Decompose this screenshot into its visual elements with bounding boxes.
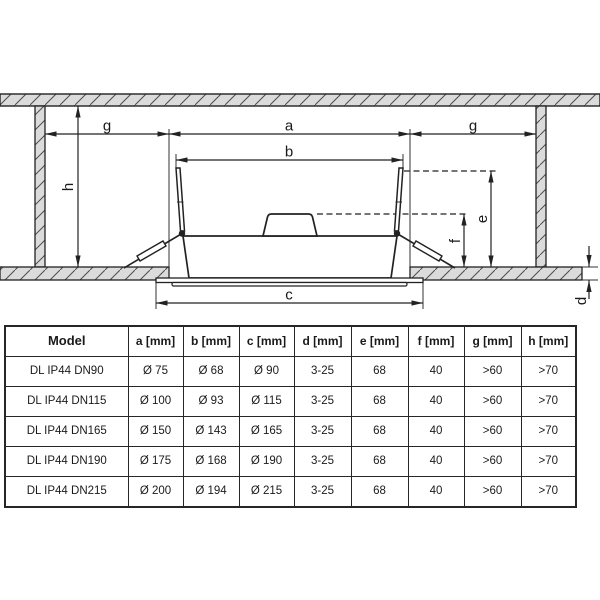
col-header-b: b [mm] xyxy=(183,326,239,357)
value-f: 40 xyxy=(408,417,464,447)
value-e: 68 xyxy=(351,477,408,508)
dim-label-b: b xyxy=(284,143,294,161)
value-b: Ø 93 xyxy=(183,387,239,417)
bezel-flange xyxy=(156,278,423,283)
value-b: Ø 194 xyxy=(183,477,239,508)
value-c: Ø 215 xyxy=(239,477,294,508)
retainer-blade-left xyxy=(176,168,185,231)
value-g: >60 xyxy=(464,387,521,417)
clip-pivot-right xyxy=(394,230,400,236)
value-g: >60 xyxy=(464,477,521,508)
dim-label-d: d xyxy=(573,296,590,306)
value-b: Ø 143 xyxy=(183,417,239,447)
spring-clip-spring-left xyxy=(137,241,166,261)
retainer-blade-right xyxy=(395,168,404,231)
ceiling-panel-left xyxy=(0,267,169,280)
left-joist xyxy=(35,106,45,267)
value-a: Ø 200 xyxy=(128,477,183,508)
value-d: 3-25 xyxy=(294,447,351,477)
value-e: 68 xyxy=(351,447,408,477)
value-e: 68 xyxy=(351,357,408,387)
value-c: Ø 90 xyxy=(239,357,294,387)
value-f: 40 xyxy=(408,387,464,417)
col-header-f: f [mm] xyxy=(408,326,464,357)
bezel-face xyxy=(172,283,407,287)
value-a: Ø 75 xyxy=(128,357,183,387)
driver-box xyxy=(263,214,317,236)
value-e: 68 xyxy=(351,417,408,447)
value-d: 3-25 xyxy=(294,387,351,417)
value-g: >60 xyxy=(464,447,521,477)
table-row-dn215 xyxy=(5,477,576,508)
value-d: 3-25 xyxy=(294,357,351,387)
table-row-dn190 xyxy=(5,447,576,477)
clip-pivot-left xyxy=(179,230,185,236)
table-row-dn165 xyxy=(5,417,576,447)
value-b: Ø 68 xyxy=(183,357,239,387)
value-c: Ø 165 xyxy=(239,417,294,447)
col-header-d: d [mm] xyxy=(294,326,351,357)
value-h: >70 xyxy=(521,387,576,417)
value-d: 3-25 xyxy=(294,417,351,447)
value-h: >70 xyxy=(521,447,576,477)
value-c: Ø 190 xyxy=(239,447,294,477)
value-f: 40 xyxy=(408,357,464,387)
ceiling-slab xyxy=(0,94,600,106)
value-d: 3-25 xyxy=(294,477,351,508)
model-name: DL IP44 DN90 xyxy=(5,357,128,387)
dim-label-h: h xyxy=(60,182,77,192)
spring-clip-spring-right xyxy=(413,241,442,261)
value-g: >60 xyxy=(464,417,521,447)
model-name: DL IP44 DN215 xyxy=(5,477,128,508)
dim-label-g-left: g xyxy=(102,117,112,135)
right-joist xyxy=(536,106,546,267)
value-f: 40 xyxy=(408,477,464,508)
col-header-a: a [mm] xyxy=(128,326,183,357)
table-row-dn90 xyxy=(5,357,576,387)
dim-label-g-right: g xyxy=(468,117,478,135)
model-name: DL IP44 DN190 xyxy=(5,447,128,477)
fixture-body xyxy=(183,236,397,278)
ceiling-panel-right xyxy=(410,267,582,280)
value-f: 40 xyxy=(408,447,464,477)
model-name: DL IP44 DN165 xyxy=(5,417,128,447)
value-g: >60 xyxy=(464,357,521,387)
col-header-h: h [mm] xyxy=(521,326,576,357)
col-header-e: e [mm] xyxy=(351,326,408,357)
value-h: >70 xyxy=(521,417,576,447)
dim-label-c: c xyxy=(285,286,293,304)
value-h: >70 xyxy=(521,477,576,508)
col-header-model: Model xyxy=(5,326,128,357)
col-header-c: c [mm] xyxy=(239,326,294,357)
dim-label-a: a xyxy=(284,117,294,135)
value-a: Ø 100 xyxy=(128,387,183,417)
table-row-dn115 xyxy=(5,387,576,417)
col-header-g: g [mm] xyxy=(464,326,521,357)
value-e: 68 xyxy=(351,387,408,417)
dim-label-f: f xyxy=(447,238,464,244)
table-header-row xyxy=(5,326,576,357)
model-name: DL IP44 DN115 xyxy=(5,387,128,417)
value-h: >70 xyxy=(521,357,576,387)
dim-label-e: e xyxy=(474,214,491,224)
value-b: Ø 168 xyxy=(183,447,239,477)
value-a: Ø 175 xyxy=(128,447,183,477)
downlight-fixture xyxy=(124,168,455,286)
value-a: Ø 150 xyxy=(128,417,183,447)
dimension-table xyxy=(4,325,577,508)
value-c: Ø 115 xyxy=(239,387,294,417)
